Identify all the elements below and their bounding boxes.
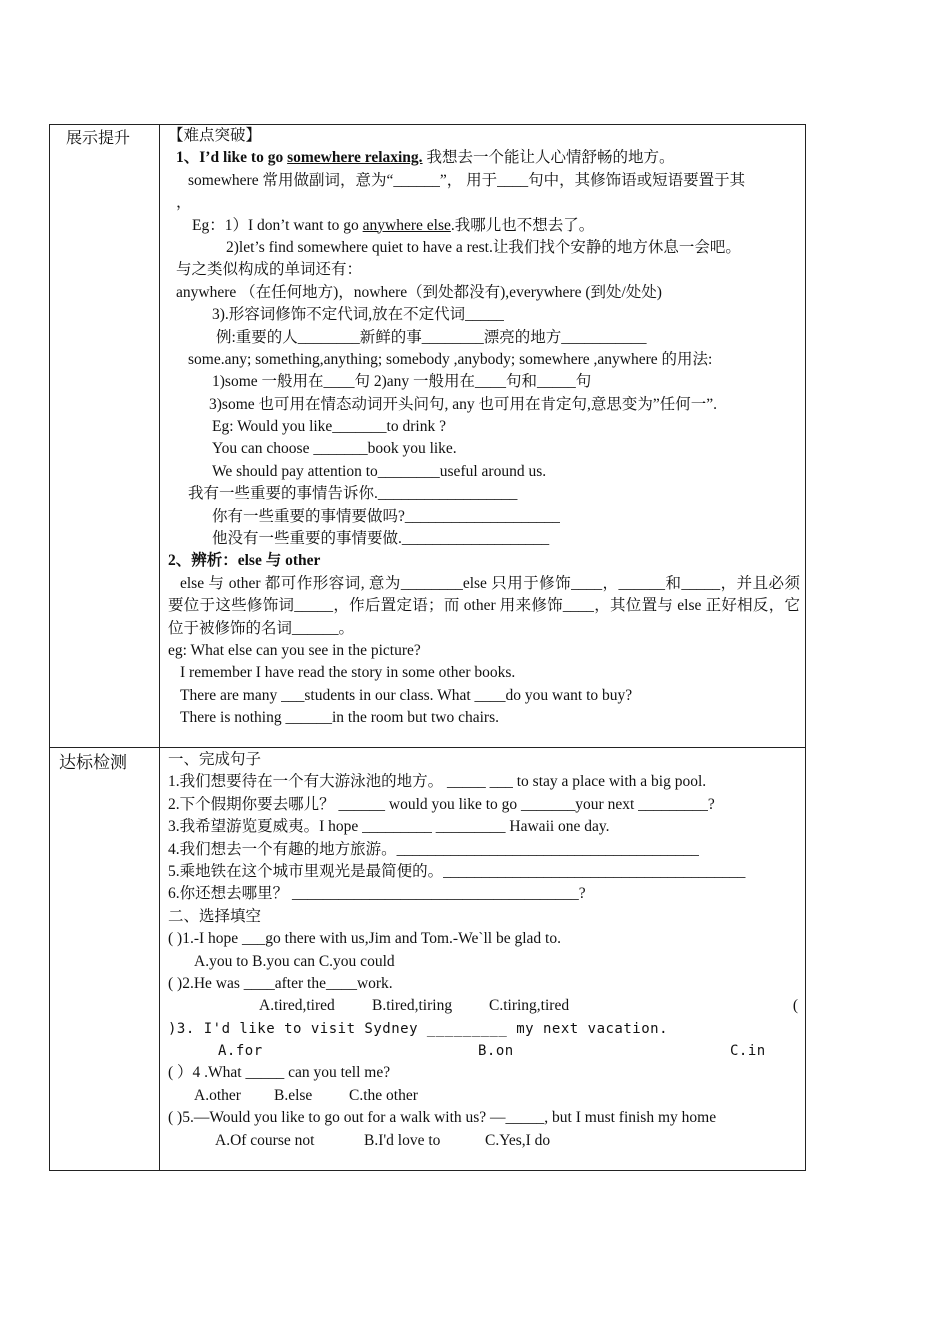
blank-exercise-2: There is nothing ______in the room but two chairs. xyxy=(180,709,499,727)
question-3-option-a: A.for xyxy=(218,1043,263,1060)
question-3-option-b: B.on xyxy=(478,1043,514,1060)
exercise-1: Eg: Would you like_______to drink ? xyxy=(212,418,446,436)
example-1 xyxy=(168,215,800,237)
question-1-options: A.you to B.you can C.you could xyxy=(194,952,395,970)
section-label-display: 展示提升 xyxy=(66,130,131,147)
adjective-rule: 3).形容词修饰不定代词,放在不定代词_____ xyxy=(212,306,504,324)
section-label-check: 达标检测 xyxy=(59,753,127,772)
similar-words-intro: 与之类似构成的单词还有： xyxy=(176,261,363,279)
somewhere-usage: somewhere 常用做副词，意为“______”， 用于____句中，其修饰语或短语要置于其 xyxy=(188,171,746,189)
point-1-phrase: somewhere relaxing. xyxy=(287,149,423,167)
sentence-3: 3.我希望游览夏威夷。I hope _________ _________ Hawaii one day. xyxy=(168,818,610,836)
question-3-option-c: C.in xyxy=(730,1043,766,1060)
blank-exercise-1: There are many ___students in our class. What ____do you want to buy? xyxy=(180,686,633,704)
adjective-example: 例:重要的人________新鲜的事________漂亮的地方___________ xyxy=(216,328,647,346)
question-1: ( )1.-I hope ___go there with us,Jim and Tom.-We`ll be glad to. xyxy=(168,930,561,948)
continuation-comma: ， xyxy=(176,194,192,212)
example-1-suffix: .我哪儿也不想去了。 xyxy=(450,216,595,234)
question-4-option-b: B.else xyxy=(274,1086,313,1104)
question-5-option-c: C.Yes,I do xyxy=(485,1131,551,1149)
example-2: 2)let’s find somewhere quiet to have a rest.让我们找个安静的地方休息一会吧。 xyxy=(226,238,741,256)
point-1-translation: 我想去一个能让人心情舒畅的地方。 xyxy=(422,149,675,167)
sentence-2: 2.下个假期你要去哪儿？ ______ would you like to go _______your next _________? xyxy=(168,795,715,813)
question-3-paren: ( xyxy=(792,997,798,1015)
point-1-prefix: 1、I’d like to go xyxy=(176,149,288,167)
worksheet-table xyxy=(49,124,806,1171)
column-divider xyxy=(159,125,160,1170)
sentence-4: 4.我们想去一个有趣的地方旅游。_______________________________________ xyxy=(168,840,699,858)
difficulty-section xyxy=(168,125,800,730)
question-2-option-b: B.tired,tiring xyxy=(372,997,453,1015)
question-5-options xyxy=(168,1130,800,1152)
point-1-title xyxy=(168,147,800,169)
example-1-phrase: anywhere else xyxy=(362,216,451,234)
question-4: ( ）4 .What _____ can you tell me? xyxy=(168,1064,391,1082)
exercise-3: We should pay attention to________useful around us. xyxy=(212,462,547,480)
translation-2: 你有一些重要的事情要做吗?____________________ xyxy=(212,507,560,525)
question-2: ( )2.He was ____after the____work. xyxy=(168,974,393,992)
question-4-option-a: A.other xyxy=(194,1086,241,1104)
translation-3: 他没有一些重要的事情要做.___________________ xyxy=(212,530,550,548)
difficulty-heading: 【难点突破】 xyxy=(168,127,262,144)
question-5: ( )5.—Would you like to go out for a walk with us? —_____, but I must finish my home xyxy=(168,1109,717,1127)
sentence-5: 5.乘地铁在这个城市里观光是最简便的。_______________________________________ xyxy=(168,862,746,880)
question-3: )3. I'd like to visit Sydney _________ my next vacation. xyxy=(168,1020,669,1037)
check-section xyxy=(168,749,800,1152)
sentence-6: 6.你还想去哪里？ _____________________________________? xyxy=(168,885,586,903)
question-4-options xyxy=(168,1085,800,1107)
point-2-heading: 2、辨析：else 与 other xyxy=(168,552,321,570)
some-any-usage: some.any; something,anything; somebody ,anybody; somewhere ,anywhere 的用法: xyxy=(188,350,713,368)
question-2-options xyxy=(168,995,800,1017)
translation-1: 我有一些重要的事情告诉你.__________________ xyxy=(188,485,518,503)
question-5-option-a: A.Of course not xyxy=(215,1131,315,1149)
sentence-1: 1.我们想要待在一个有大游泳池的地方。 _____ ___ to stay a place with a big pool. xyxy=(168,773,707,791)
other-example: I remember I have read the story in some other books. xyxy=(180,664,516,682)
question-4-option-c: C.the other xyxy=(349,1086,418,1104)
else-other-explanation: else 与 other 都可作形容词, 意为________else 只用于修饰____，______和_____，并且必须要位于这些修饰词_____，作后置定语；而 other 用来修饰____，其位置与 else 正好相反，它位于被修饰的名词______。 xyxy=(168,574,800,637)
row-divider xyxy=(50,747,805,748)
example-1-prefix: Eg：1）I don’t want to go xyxy=(192,216,363,234)
rule-3: 3)some 也可用在情态动词开头问句, any 也可用在肯定句,意思变为”任何一”. xyxy=(209,395,718,413)
rule-1-2: 1)some 一般用在____句 2)any 一般用在____句和_____句 xyxy=(212,373,592,391)
exercise-2: You can choose _______book you like. xyxy=(212,440,457,458)
question-5-option-b: B.I'd love to xyxy=(364,1131,441,1149)
similar-words-list: anywhere （在任何地方)，nowhere（到处都没有),everywhere (到处/处处) xyxy=(176,283,662,301)
question-3-options xyxy=(168,1040,800,1062)
part-1-title: 一、完成句子 xyxy=(168,751,262,768)
question-2-option-a: A.tired,tired xyxy=(259,997,335,1015)
question-2-option-c: C.tiring,tired xyxy=(489,997,570,1015)
part-2-title: 二、选择填空 xyxy=(168,907,262,925)
else-example: eg: What else can you see in the picture? xyxy=(168,642,421,660)
